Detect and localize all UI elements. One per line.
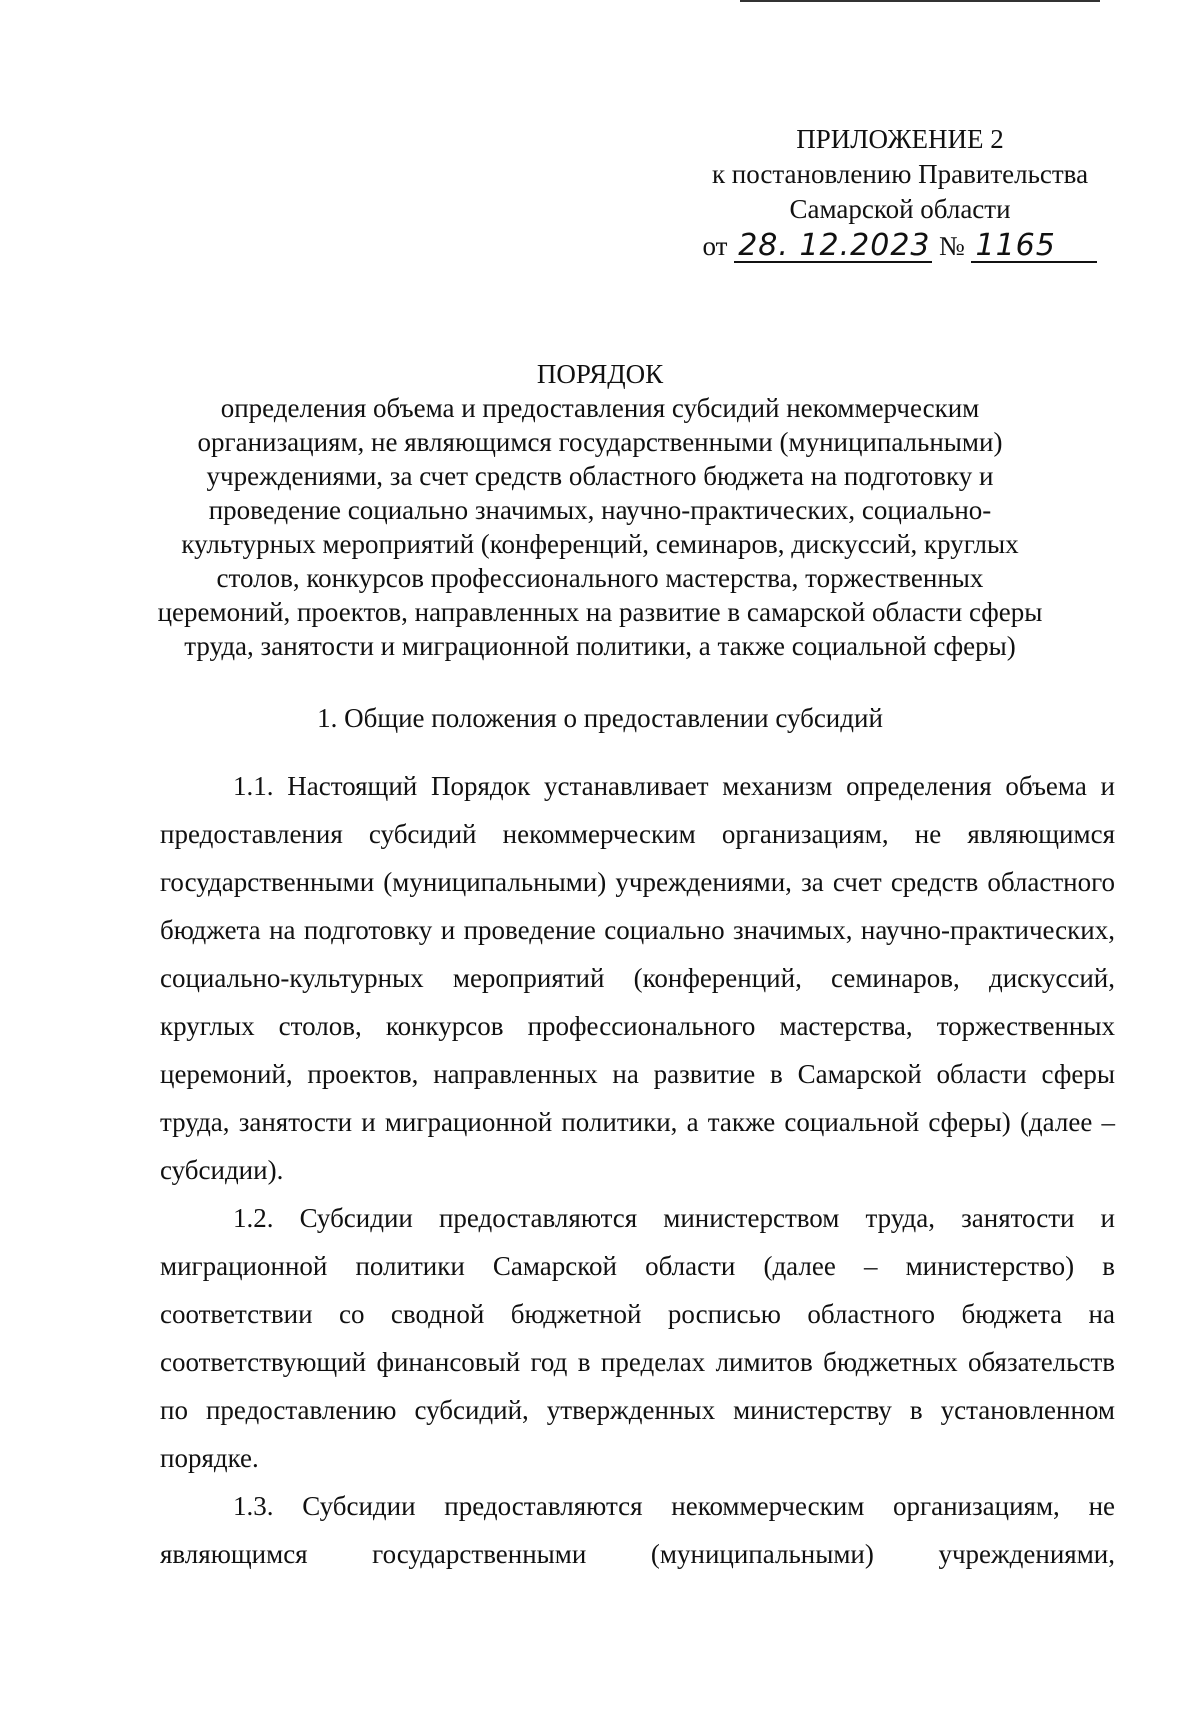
- paragraph-1-1: 1.1. Настоящий Порядок устанавливает механизм определения объема и предоставления субсидий некоммерческим организациям, не являющимся государственными (муниципальными) учреждениями, за счет средств областного бюджета на подготовку и проведение социально значимых, научно-практических, социально-культурных мероприятий (конференций, семинаров, дискуссий, круглых столов, конкурсов профессионального мастерства, торжественных церемоний, проектов, направленных на развитие в Самарской области сферы труда, занятости и миграционной политики, а также социальной сферы) (далее – субсидии).: [160, 771, 1115, 1185]
- appendix-region-line: Самарской области: [789, 194, 1011, 224]
- appendix-header: [680, 122, 1120, 264]
- handwritten-number: 1165: [971, 231, 1097, 263]
- top-edge-line: [740, 0, 1100, 2]
- section-heading: 1. Общие положения о предоставлении субсидий: [317, 703, 883, 733]
- appendix-resolution-line: к постановлению Правительства: [711, 159, 1089, 189]
- paragraph-1-3: 1.3. Субсидии предоставляются некоммерческим организациям, не являющимся государственными (муниципальными) учреждениями,: [160, 1491, 1115, 1569]
- paragraph-1-2: 1.2. Субсидии предоставляются министерством труда, занятости и миграционной политики Самарской области (далее – министерство) в соответствии со сводной бюджетной росписью областного бюджета на соответствующий финансовый год в пределах лимитов бюджетных обязательств по предоставлению субсидий, утвержденных министерству в установленном порядке.: [160, 1203, 1115, 1473]
- handwritten-date: 28. 12.2023: [734, 231, 932, 263]
- appendix-date-line: [680, 229, 1120, 264]
- document-title: ПОРЯДОК: [536, 359, 664, 389]
- document-title-block: [150, 357, 1050, 663]
- date-prefix: от: [702, 231, 728, 261]
- appendix-label: ПРИЛОЖЕНИЕ 2: [796, 124, 1004, 154]
- body-text: [160, 762, 1115, 1578]
- number-sign: №: [938, 231, 965, 261]
- document-subtitle: определения объема и предоставления субсидий некоммерческим организациям, не являющимся государственными (муниципальными) учреждениями, за счет средств областного бюджета на подготовку и проведение социально значимых, научно-практических, социально-культурных мероприятий (конференций, семинаров, дискуссий, круглых столов, конкурсов профессионального мастерства, торжественных церемоний, проектов, направленных на развитие в самарской области сферы труда, занятости и миграционной политики, а также социальной сферы): [157, 393, 1043, 661]
